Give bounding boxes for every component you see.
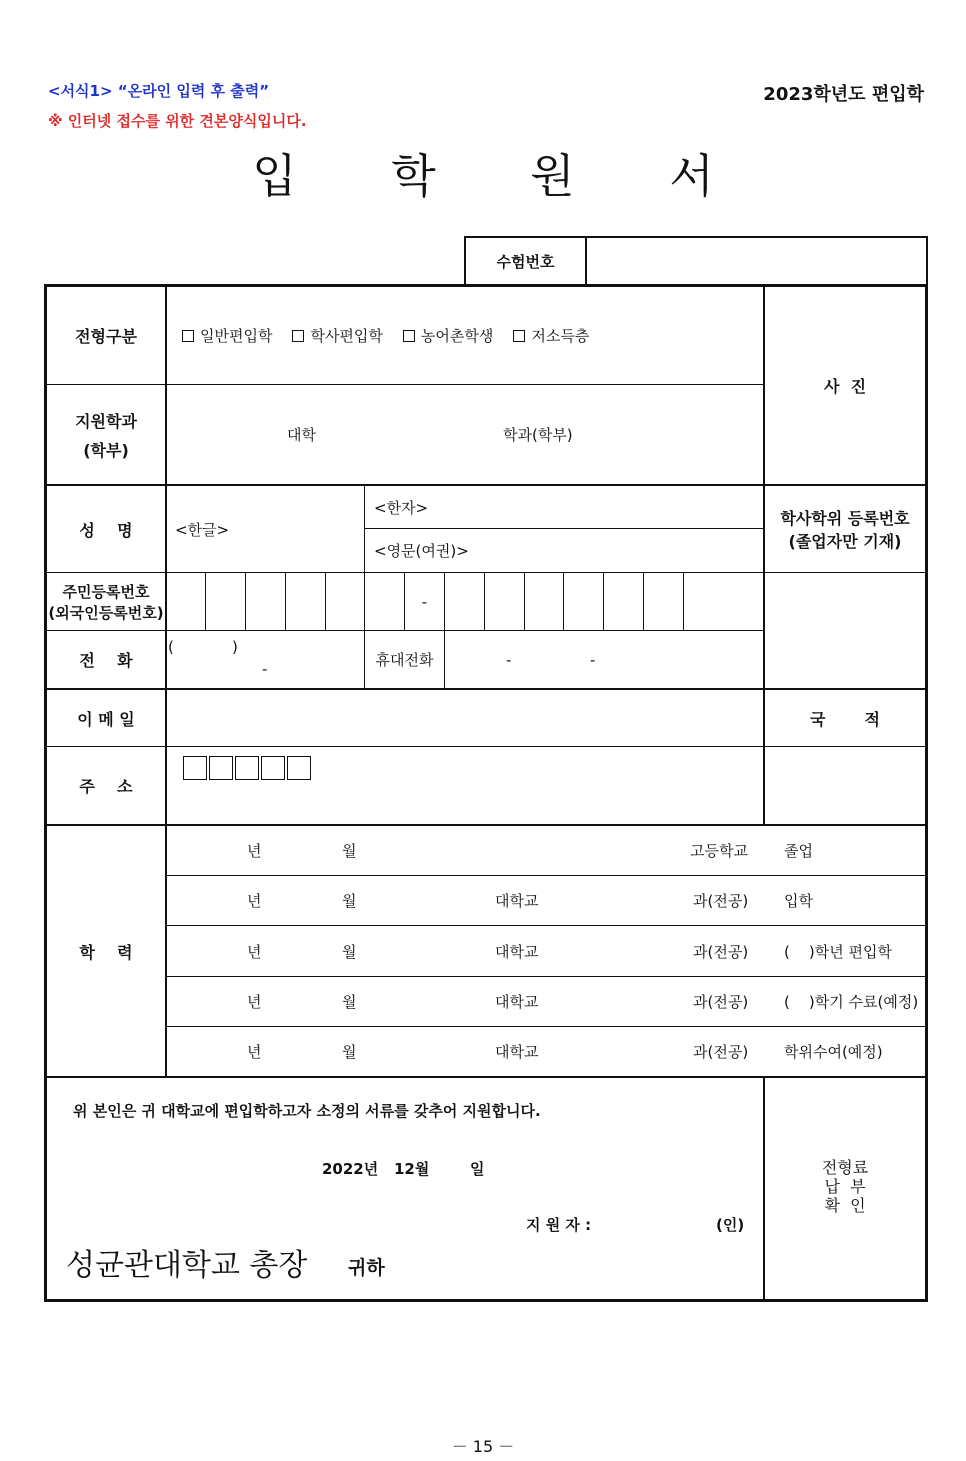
edu-status: 졸업 bbox=[784, 842, 813, 860]
admission-option-general[interactable]: 일반편입학 bbox=[182, 325, 272, 346]
checkbox-icon bbox=[513, 330, 525, 342]
checkbox-icon bbox=[182, 330, 194, 342]
edu-year: 년 bbox=[247, 1043, 262, 1061]
postal-digit-box[interactable] bbox=[183, 756, 207, 780]
page-number: － 15 － bbox=[451, 1437, 515, 1456]
edu-major: 과(전공) bbox=[693, 942, 749, 961]
rrn-dash: - bbox=[421, 592, 428, 611]
applicant-label: 지 원 자 : bbox=[526, 1216, 592, 1234]
admission-option-bachelor[interactable]: 학사편입학 bbox=[292, 325, 382, 346]
exam-number-label: 수험번호 bbox=[496, 253, 555, 271]
address-label: 주 소 bbox=[79, 777, 133, 796]
edu-year: 년 bbox=[247, 892, 262, 910]
admission-type-label: 전형구분 bbox=[75, 327, 137, 346]
email-label: 이 메 일 bbox=[77, 709, 135, 729]
postal-digit-box[interactable] bbox=[235, 756, 259, 780]
date-year: 2022년 bbox=[322, 1160, 379, 1178]
postal-digit-box[interactable] bbox=[261, 756, 285, 780]
rrn-label: 주민등록번호 (외국인등록번호) bbox=[48, 582, 164, 622]
edu-major: 과(전공) bbox=[693, 1043, 749, 1061]
edu-year: 년 bbox=[247, 842, 262, 860]
name-label: 성 명 bbox=[79, 520, 133, 540]
admission-type-options bbox=[182, 287, 762, 384]
edu-status: ( )학기 수료(예정) bbox=[784, 993, 919, 1011]
edu-school: 대학교 bbox=[495, 993, 539, 1011]
mobile-label: 휴대전화 bbox=[375, 651, 434, 669]
admission-option-rural[interactable]: 농어촌학생 bbox=[403, 325, 493, 346]
application-statement: 위 본인은 귀 대학교에 편입학하고자 소정의 서류를 갖추어 지원합니다. bbox=[73, 1102, 541, 1120]
education-label: 학 력 bbox=[79, 942, 133, 962]
edu-major: 과(전공) bbox=[693, 993, 749, 1011]
photo-label: 사 진 bbox=[823, 377, 867, 396]
edu-status: 학위수여(예정) bbox=[784, 1043, 883, 1061]
edu-major: 과(전공) bbox=[693, 892, 749, 910]
dept-university: 대학 bbox=[287, 426, 316, 444]
phone-dash: - bbox=[262, 660, 268, 678]
name-korean[interactable]: <한글> bbox=[175, 520, 230, 539]
postal-digit-box[interactable] bbox=[209, 756, 233, 780]
exam-number-field[interactable] bbox=[587, 238, 926, 285]
dept-department: 학과(학부) bbox=[503, 426, 573, 444]
degree-registration-label: 학사학위 등록번호 (졸업자만 기재) bbox=[780, 509, 910, 551]
seal-mark: (인) bbox=[716, 1216, 745, 1234]
name-hanja[interactable]: <한자> bbox=[374, 498, 429, 517]
edu-school: 대학교 bbox=[495, 942, 539, 961]
edu-month: 월 bbox=[342, 1043, 357, 1061]
edu-year: 년 bbox=[247, 993, 262, 1011]
edu-month: 월 bbox=[342, 993, 357, 1011]
edu-major: 고등학교 bbox=[690, 842, 748, 860]
name-english[interactable]: <영문(여권)> bbox=[374, 542, 469, 560]
edu-school: 대학교 bbox=[495, 1043, 539, 1061]
date-month: 12월 bbox=[394, 1160, 430, 1178]
addressee-suffix: 귀하 bbox=[348, 1257, 385, 1279]
edu-status: ( )학년 편입학 bbox=[784, 942, 892, 961]
edu-month: 월 bbox=[342, 942, 357, 961]
year-title: 2023학년도 편입학 bbox=[763, 84, 924, 105]
nationality-label: 국 적 bbox=[810, 709, 880, 729]
page-title: 입 학 원 서 bbox=[252, 149, 754, 203]
postal-digit-box[interactable] bbox=[287, 756, 311, 780]
phone-paren-open: ( bbox=[168, 638, 174, 656]
edu-year: 년 bbox=[247, 942, 262, 961]
phone-paren-close: ) bbox=[232, 638, 238, 656]
postal-code-boxes[interactable] bbox=[183, 756, 313, 780]
email-field[interactable] bbox=[167, 690, 763, 746]
notice-text: ※ 인터넷 접수를 위한 견본양식입니다. bbox=[48, 112, 307, 130]
edu-school: 대학교 bbox=[495, 892, 539, 910]
admission-option-low-income[interactable]: 저소득층 bbox=[513, 325, 589, 346]
edu-month: 월 bbox=[342, 892, 357, 910]
form-code: <서식1> “온라인 입력 후 출력” bbox=[48, 82, 270, 100]
addressee: 성균관대학교 총장 bbox=[66, 1248, 308, 1283]
checkbox-icon bbox=[292, 330, 304, 342]
phone-label: 전 화 bbox=[79, 651, 133, 670]
checkbox-icon bbox=[403, 330, 415, 342]
edu-month: 월 bbox=[342, 842, 357, 860]
mobile-dash-2: - bbox=[590, 650, 596, 669]
department-label: 지원학과 (학부) bbox=[75, 411, 137, 460]
date-day: 일 bbox=[470, 1160, 485, 1178]
fee-confirmation: 전형료 납 부 확 인 bbox=[821, 1158, 869, 1215]
edu-status: 입학 bbox=[784, 892, 813, 910]
mobile-dash-1: - bbox=[506, 650, 512, 669]
